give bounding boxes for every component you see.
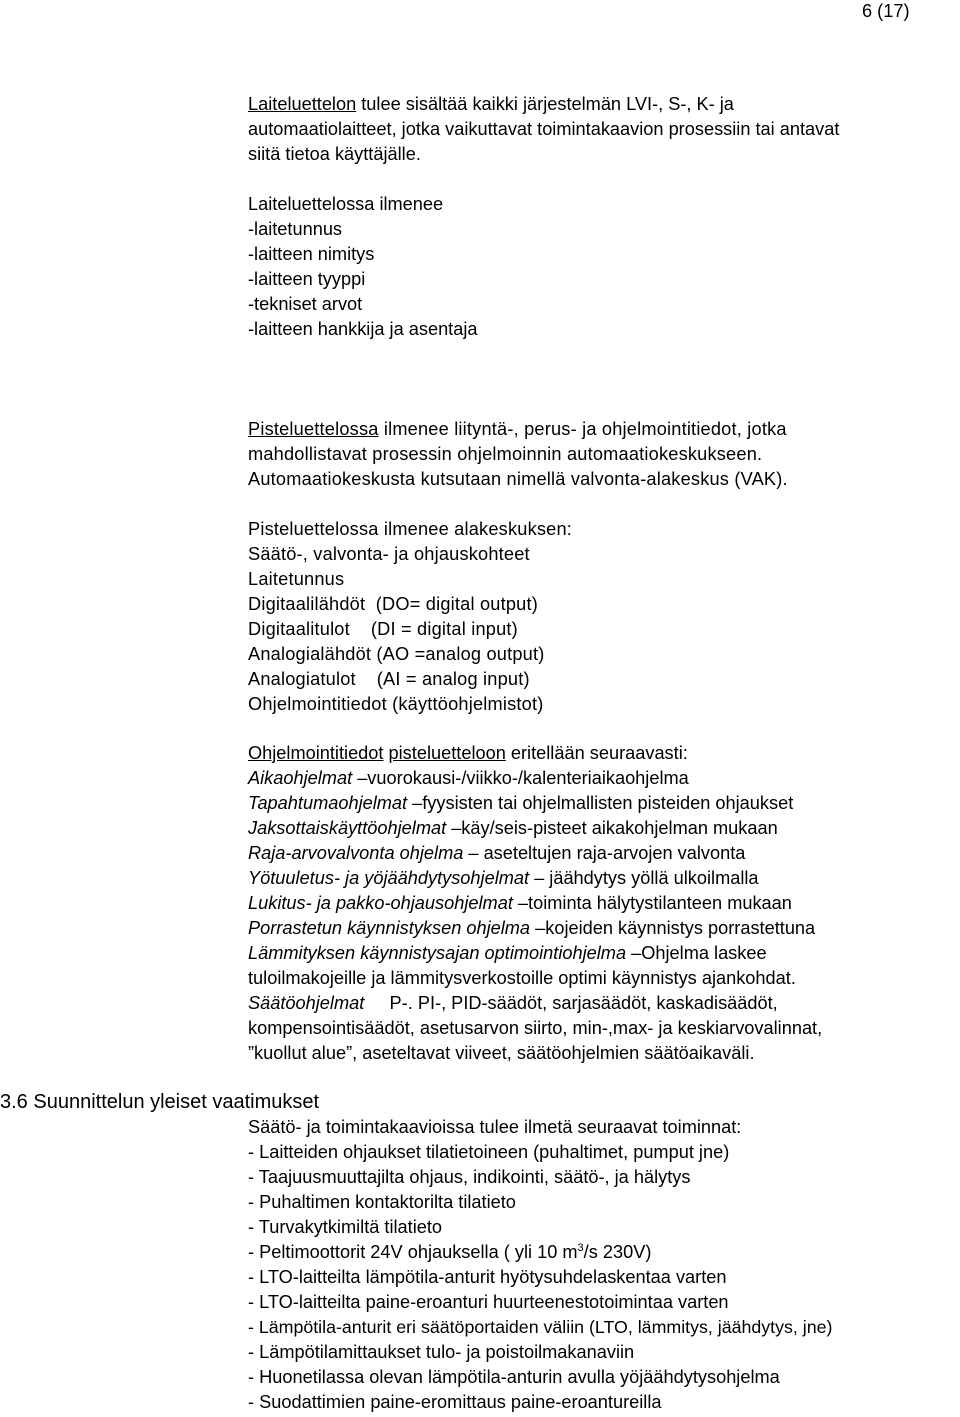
program-name: Raja-arvovalvonta ohjelma: [248, 843, 464, 863]
program-item: [248, 841, 822, 866]
list-item: -tekniset arvot: [248, 294, 363, 314]
list-item: - Puhaltimen kontaktorilta tilatieto: [248, 1192, 516, 1212]
section-body: [248, 1115, 832, 1415]
text-line: ”kuollut alue”, aseteltavat viiveet, säätöohjelmien säätöaikaväli.: [248, 1043, 755, 1063]
text-line: siitä tietoa käyttäjälle.: [248, 144, 421, 164]
text-line: [248, 741, 822, 766]
list-item: -laitteen nimitys: [248, 244, 375, 264]
text-line: [248, 92, 839, 117]
list-laiteluettelo: [248, 192, 478, 342]
page-number: 6 (17): [862, 1, 910, 21]
term-pisteluetteloon: pisteluetteloon: [388, 743, 506, 763]
list-item: Analogialähdöt (AO =analog output): [248, 644, 545, 664]
list-pisteluettelo: [248, 517, 572, 717]
text-span: ilmenee liityntä-, perus- ja ohjelmointitiedot, jotka: [378, 419, 787, 439]
list-item: - Laitteiden ohjaukset tilatietoineen (puhaltimet, pumput jne): [248, 1142, 730, 1162]
list-item: Säätö-, valvonta- ja ohjauskohteet: [248, 544, 530, 564]
text-line: [248, 417, 788, 442]
term-laiteluettelon: Laiteluettelon: [248, 94, 357, 114]
program-desc: – jäähdytys yöllä ulkoilmalla: [529, 868, 759, 888]
text-span: - Peltimoottorit 24V ohjauksella ( yli 10 m: [248, 1242, 578, 1262]
text-line: mahdollistavat prosessin ohjelmoinnin automaatiokeskukseen.: [248, 444, 763, 464]
list-item: - LTO-laitteilta lämpötila-anturit hyötysuhdelaskentaa varten: [248, 1267, 727, 1287]
list-item: - LTO-laitteilta paine-eroanturi huurteenestotoimintaa varten: [248, 1292, 729, 1312]
term-pisteluettelossa: Pisteluettelossa: [248, 419, 379, 439]
program-desc: –kojeiden käynnistys porrastettuna: [530, 918, 816, 938]
program-name: Porrastetun käynnistyksen ohjelma: [248, 918, 531, 938]
list-item: Digitaalilähdöt (DO= digital output): [248, 594, 538, 614]
program-desc: P-. PI-, PID-säädöt, sarjasäädöt, kaskadisäädöt,: [364, 993, 778, 1013]
text-line: automaatiolaitteet, jotka vaikuttavat toimintakaavion prosessiin tai antavat: [248, 119, 840, 139]
paragraph-laiteluettelo: [248, 92, 839, 167]
term-ohjelmointitiedot: Ohjelmointitiedot: [248, 743, 384, 763]
list-item: -laitteen tyyppi: [248, 269, 366, 289]
program-desc: –Ohjelma laskee: [626, 943, 767, 963]
list-item: [248, 1240, 832, 1265]
list-item: Digitaalitulot (DI = digital input): [248, 619, 518, 639]
list-item: - Taajuusmuuttajilta ohjaus, indikointi, säätö-, ja hälytys: [248, 1167, 691, 1187]
list-item: - Huonetilassa olevan lämpötila-anturin avulla yöjäähdytysohjelma: [248, 1367, 780, 1387]
superscript: 3: [577, 1242, 584, 1254]
list-item: Pisteluettelossa ilmenee alakeskuksen:: [248, 519, 573, 539]
list-item: - Turvakytkimiltä tilatieto: [248, 1217, 443, 1237]
text-span: tulee sisältää kaikki järjestelmän LVI-, S-, K- ja: [356, 94, 734, 114]
program-item: [248, 766, 822, 791]
program-desc: –käy/seis-pisteet aikakohjelman mukaan: [446, 818, 778, 838]
text-line: Säätö- ja toimintakaavioissa tulee ilmetä seuraavat toiminnat:: [248, 1117, 742, 1137]
program-item: [248, 916, 822, 941]
program-item: [248, 816, 822, 841]
program-desc: – aseteltujen raja-arvojen valvonta: [463, 843, 746, 863]
paragraph-ohjelmointitiedot: [248, 741, 822, 1066]
program-item: [248, 791, 822, 816]
program-name: Lämmityksen käynnistysajan optimointiohjelma: [248, 943, 627, 963]
list-item: -laitteen hankkija ja asentaja: [248, 319, 478, 339]
program-item: [248, 891, 822, 916]
list-item: - Suodattimien paine-eromittaus paine-eroantureilla: [248, 1392, 662, 1412]
paragraph-pisteluettelo: [248, 417, 788, 492]
program-item: [248, 991, 822, 1016]
text-span: /s 230V): [583, 1242, 652, 1262]
list-item: Analogiatulot (AI = analog input): [248, 669, 530, 689]
program-desc: –toiminta hälytystilanteen mukaan: [512, 893, 792, 913]
program-name: Aikaohjelmat: [248, 768, 353, 788]
program-desc: –fyysisten tai ohjelmallisten pisteiden ohjaukset: [407, 793, 794, 813]
text-line: tuloilmakojeille ja lämmitysverkostoille optimi käynnistys ajankohdat.: [248, 968, 796, 988]
text-span: eritellään seuraavasti:: [505, 743, 688, 763]
list-item: - Lämpötilamittaukset tulo- ja poistoilmakanaviin: [248, 1342, 635, 1362]
program-name: Jaksottaiskäyttöohjelmat: [248, 818, 447, 838]
program-desc: –vuorokausi-/viikko-/kalenteriaikaohjelma: [352, 768, 689, 788]
program-name: Yötuuletus- ja yöjäähdytysohjelmat: [248, 868, 530, 888]
program-item: [248, 866, 822, 891]
text-line: Automaatiokeskusta kutsutaan nimellä valvonta-alakeskus (VAK).: [248, 469, 788, 489]
list-item: Laiteluettelossa ilmenee: [248, 194, 444, 214]
program-name: Säätöohjelmat: [248, 993, 365, 1013]
program-name: Tapahtumaohjelmat: [248, 793, 408, 813]
text-line: kompensointisäädöt, asetusarvon siirto, min-,max- ja keskiarvovalinnat,: [248, 1018, 823, 1038]
section-heading: 3.6 Suunnittelun yleiset vaatimukset: [0, 1091, 320, 1113]
list-item: Ohjelmointitiedot (käyttöohjelmistot): [248, 694, 544, 714]
program-name: Lukitus- ja pakko-ohjausohjelmat: [248, 893, 513, 913]
list-item: -laitetunnus: [248, 219, 343, 239]
program-item: [248, 941, 822, 966]
list-item: Laitetunnus: [248, 569, 345, 589]
list-item: - Lämpötila-anturit eri säätöportaiden väliin (LTO, lämmitys, jäähdytys, jne): [248, 1317, 833, 1337]
